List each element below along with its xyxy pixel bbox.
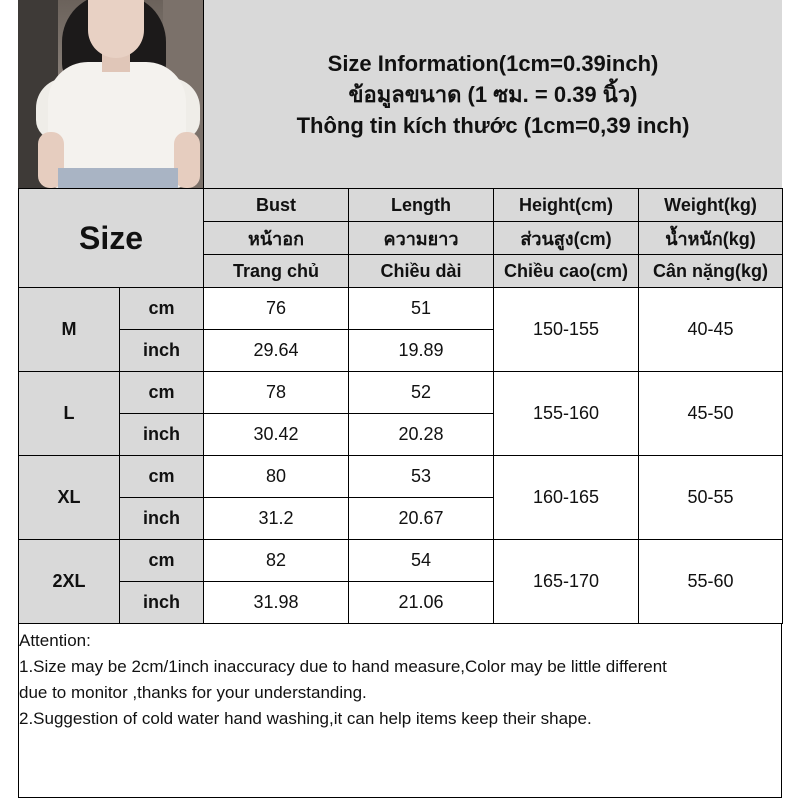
length-inch-l: 20.28 <box>349 414 494 456</box>
unit-cm: cm <box>120 288 204 330</box>
size-column-title: Size <box>19 189 204 288</box>
attention-notes <box>19 628 779 732</box>
notes-line-3: 2.Suggestion of cold water hand washing,it can help items keep their shape. <box>19 709 592 728</box>
bust-inch-l: 30.42 <box>204 414 349 456</box>
header-bust-th: หน้าอก <box>204 222 349 255</box>
length-cm-m: 51 <box>349 288 494 330</box>
unit-cm: cm <box>120 372 204 414</box>
header-height-th: ส่วนสูง(cm) <box>494 222 639 255</box>
length-cm-2xl: 54 <box>349 540 494 582</box>
header-bust-en: Bust <box>204 189 349 222</box>
header-height-vi: Chiều cao(cm) <box>494 255 639 288</box>
size-label-2xl: 2XL <box>19 540 120 624</box>
length-cm-xl: 53 <box>349 456 494 498</box>
unit-inch: inch <box>120 498 204 540</box>
notes-title: Attention: <box>19 631 91 650</box>
height-xl: 160-165 <box>494 456 639 540</box>
header-length-en: Length <box>349 189 494 222</box>
header-length-vi: Chiều dài <box>349 255 494 288</box>
unit-inch: inch <box>120 582 204 624</box>
weight-l: 45-50 <box>639 372 783 456</box>
weight-2xl: 55-60 <box>639 540 783 624</box>
bust-inch-xl: 31.2 <box>204 498 349 540</box>
header-weight-en: Weight(kg) <box>639 189 783 222</box>
unit-cm: cm <box>120 540 204 582</box>
header-weight-th: น้ำหนัก(kg) <box>639 222 783 255</box>
weight-xl: 50-55 <box>639 456 783 540</box>
size-label-xl: XL <box>19 456 120 540</box>
unit-cm: cm <box>120 456 204 498</box>
header-title-en: Size Information(1cm=0.39inch) <box>327 50 659 76</box>
length-cm-l: 52 <box>349 372 494 414</box>
header-height-en: Height(cm) <box>494 189 639 222</box>
length-inch-2xl: 21.06 <box>349 582 494 624</box>
bust-cm-2xl: 82 <box>204 540 349 582</box>
notes-line-2: due to monitor ,thanks for your understanding. <box>19 683 367 702</box>
length-inch-xl: 20.67 <box>349 498 494 540</box>
bust-cm-l: 78 <box>204 372 349 414</box>
size-info-header <box>203 0 782 188</box>
size-chart-table <box>18 188 783 624</box>
height-l: 155-160 <box>494 372 639 456</box>
header-bust-vi: Trang chủ <box>204 255 349 288</box>
header-length-th: ความยาว <box>349 222 494 255</box>
bust-inch-2xl: 31.98 <box>204 582 349 624</box>
bust-cm-m: 76 <box>204 288 349 330</box>
height-m: 150-155 <box>494 288 639 372</box>
header-title-th: ข้อมูลขนาด (1 ซม. = 0.39 นิ้ว) <box>348 81 638 107</box>
weight-m: 40-45 <box>639 288 783 372</box>
size-label-l: L <box>19 372 120 456</box>
height-2xl: 165-170 <box>494 540 639 624</box>
header-title-vi: Thông tin kích thước (1cm=0,39 inch) <box>296 112 690 138</box>
bust-cm-xl: 80 <box>204 456 349 498</box>
length-inch-m: 19.89 <box>349 330 494 372</box>
product-photo <box>18 0 203 188</box>
notes-line-1: 1.Size may be 2cm/1inch inaccuracy due to hand measure,Color may be little different <box>19 657 667 676</box>
size-label-m: M <box>19 288 120 372</box>
bust-inch-m: 29.64 <box>204 330 349 372</box>
unit-inch: inch <box>120 414 204 456</box>
unit-inch: inch <box>120 330 204 372</box>
header-weight-vi: Cân nặng(kg) <box>639 255 783 288</box>
